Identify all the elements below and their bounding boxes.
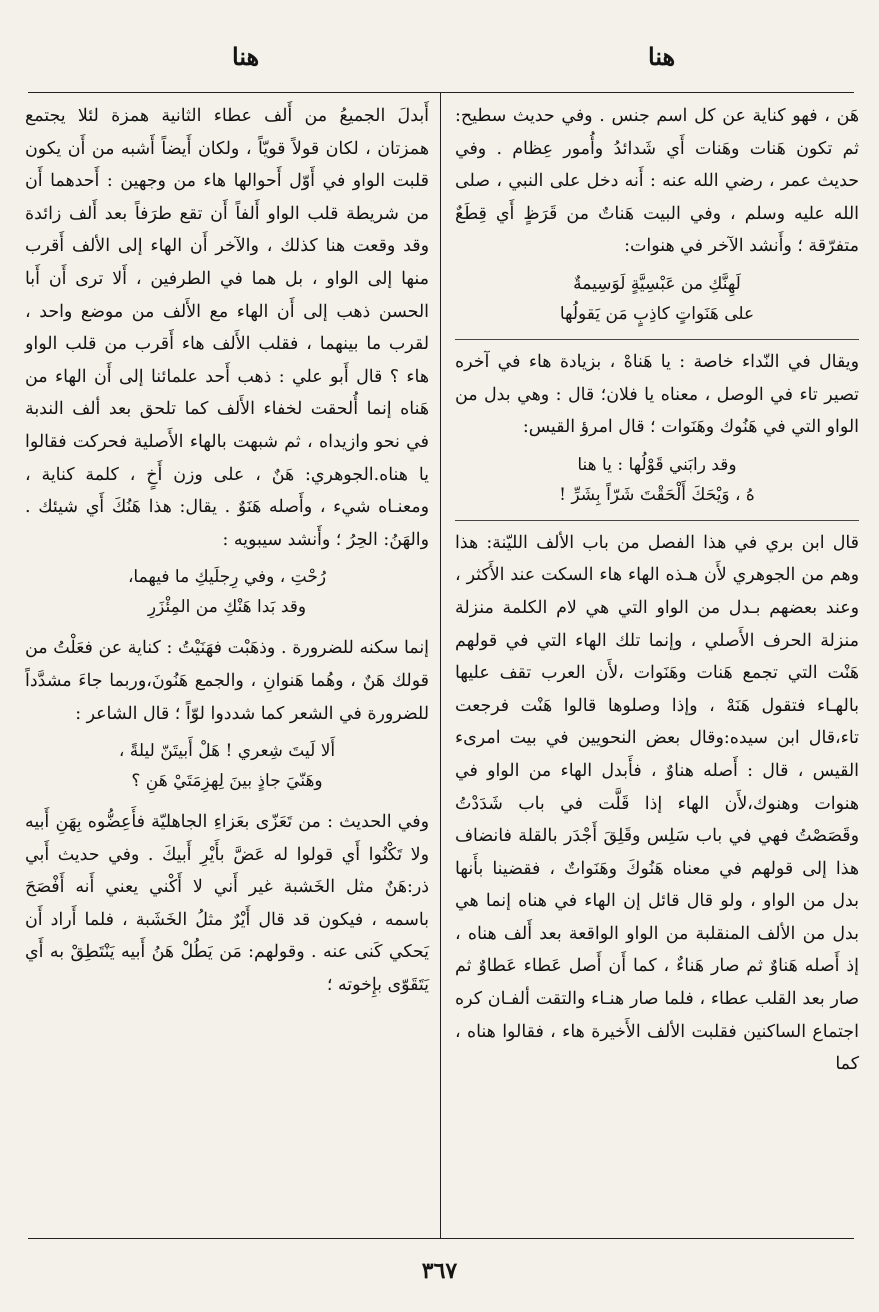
left-paragraph-2: إنما سكنه للضرورة . وذهَبْت فهَنَيْتُ : كناية عن فعَلْتُ من قولك هَنٌ ، وهُما هَنوانِ ، والجمع هَنُونَ،وربما جاءَ مشدَّداً للضرورة في الشعر كما شددوا لوّاً ؛ قال الشاعر : <box>25 638 429 724</box>
verse-line: هُ ، وَيْحَكَ أَلْحَقْتَ شَرّاً بِشَرِّ ! <box>559 484 755 505</box>
left-column <box>25 100 429 1002</box>
section-divider <box>455 520 859 521</box>
verse-line: على هَنَواتٍ كاذِبٍ مَن يَقولُها <box>559 303 755 324</box>
right-paragraph-2: ويقال في النّداء خاصة : يا هَناهْ ، بزيادة هاء في آخره تصير تاء في الوصل ، معناه يا فلان؛ قال : وهي بدل من الواو التي في هَنُوك وهَنَوات ؛ قال امرؤ القيس: <box>455 351 859 438</box>
left-paragraph-1: أَبدلَ الجميعُ من أَلف عطاء الثانية همزة لئلا يجتمع همزتان ، لكان قولاً قويّاً ، ولكان أَيضاً أَشبه من أَن يكون قلبت الواو في أَوّل أَحوالها هاء من وجهين : أَحدهما أَن من شريطة قلب الواو أَلفاً أَن تقع طرَفاً بعد أَلف زائدة وقد وقعت هنا كذلك ، والآخر أَن الهاء إلى الألف أَقرب منها إلى الواو ، بل هما في الطرفين ، أَلا ترى أَن أَبا الحسن ذهب إلى أَن الهاء مع الأَلف من موضع واحد ، لقرب ما بينهما ، فقلب الأَلف هاء أَقرب من قلب الواو هاء ؟ قال أَبو علي : ذهب أَحد علمائنا إلى أَن الهاء من هَناه إنما أُلحقت لخفاء الأَلف كما تلحق بعد ألف الندبة في نحو وازيداه ، ثم شبهت بالهاء الأَصلية فحركت فقالوا يا هناه.الجوهري: هَنٌ ، على وزن أَخٍ ، كلمة كناية ، ومعنـاه شيء ، وأَصله هَنَوٌ . يقال: هذا هَنُكَ أَي شيئك . والهَنُ: الحِرُ ؛ وأَنشد سيبويه : <box>25 106 429 550</box>
right-paragraph-1: هَن ، فهو كناية عن كل اسم جنس . وفي حديث سطيح: ثم تكون هَنات وهَنات أَي شَدائدُ وأُمور عِظام . وفي حديث عمر ، رضي الله عنه : أَنه دخل على النبي ، صلى الله عليه وسلم ، وفي البيت هَناتٌ من قَرَظٍ أَي قِطَعٌ متفرّقة ؛ وأَنشد الآخر في هنوات: <box>455 106 859 257</box>
verse-line: وقد بَدا هَنْكِ من المِئْزَرِ <box>147 597 307 618</box>
right-verse-2 <box>455 450 859 510</box>
right-verse-1 <box>455 269 859 329</box>
left-verse-1 <box>25 562 429 622</box>
running-headword-left: هنا <box>232 42 260 71</box>
running-headword-right: هنا <box>648 42 676 71</box>
bottom-rule <box>28 1238 854 1239</box>
right-paragraph-3: قال ابن بري في هذا الفصل من باب الألف الليّنة: هذا وهم من الجوهري لأَن هـذه الهاء هاء السكت عند الأَكثر ، وعند بعضهم بـدل من الواو التي هي لام الكلمة منزلة منزلة الحرف الأَصلي ، وإنما تلك الهاء التي في قولهم هَنْت التي تجمع هَنات وهَنَوات ،لأَن العرب تقف عليها بالهـاء فتقول هَنَهْ ، وإذا وصلوها قالوا هَنْت فرجعت تاء،قال ابن سيده:وقال بعض النحويين في بيت امرىء القيس ، قال : أَصله هناوٌ ، فأَبدل الهاء من الواو في هنوات وهنوك،لأَن الهاء إذا قَلَّت في باب شَدَدْتُ وقَصَصْتُ فهي في باب سَلِس وقَلِقَ أَجْدَر بالقلة فانضاف هذا إلى قولهم في معناه هَنُوكَ وهَنَواتٌ ، فقضينا بأَنها بدل من الواو ، ولو قال قائل إن الهاء في هناه إنما هي بدل من الألف المنقلبة من الواو الواقعة بعد أَلف هناه ، إذ أَصله هَناوٌ ثم صار هَناءٌ ، كما أَن أَصل عَطاء عَطاوٌ ثم صار بعد القلب عطاء ، فلما صار هنـاء والتقت ألفـان كره اجتماع الساكنين فقلبت الألف الأَخيرة هاء ، فقالوا هناه ، كما <box>455 532 859 1075</box>
section-divider <box>455 339 859 340</box>
left-verse-2 <box>25 736 429 796</box>
right-column <box>455 100 859 1081</box>
page-number: ٣٦٧ <box>421 1258 458 1284</box>
column-divider <box>440 92 441 1238</box>
verse-line: وهَنّيَ جاذٍ بينَ لِهزِمَتَيْ هَنِ ؟ <box>131 771 323 792</box>
verse-line: رُحْتِ ، وفي رِجلَيكِ ما فيهما، <box>127 567 327 588</box>
top-rule <box>28 92 854 93</box>
verse-line: وقد رابَني قَوْلُها : يا هنا <box>577 454 737 475</box>
verse-line: أَلا لَيتَ شِعري ! هَلْ أَبيتَنّ ليلةً ، <box>118 741 336 762</box>
left-paragraph-3: وفي الحديث : من تَعَزّى بعَزاءِ الجاهليّة فأَعِضُّوه بِهَنِ أَبيه ولا تَكْنُوا أَي قولوا له عَضَّ بأَيْرِ أَبيكَ . وفي حديث أَبي ذر:هَنٌ مثل الخَشبة غير أَني لا أَكْني يعني أَنه أَفْصَحَ باسمه ، فيكون قد قال أَيْرٌ مثلُ الخَشَبة ، فلما أَراد أَن يَحكي كَنى عنه . وقولهم: مَن يَطُلْ هَنُ أَبيه يَنْتَطِقْ به أَي يَتَقَوّى بإِخوته ؛ <box>25 812 429 996</box>
verse-line: لَهِنَّكِ من عَبْسِيَّةٍ لَوَسِيمةٌ <box>573 273 741 294</box>
